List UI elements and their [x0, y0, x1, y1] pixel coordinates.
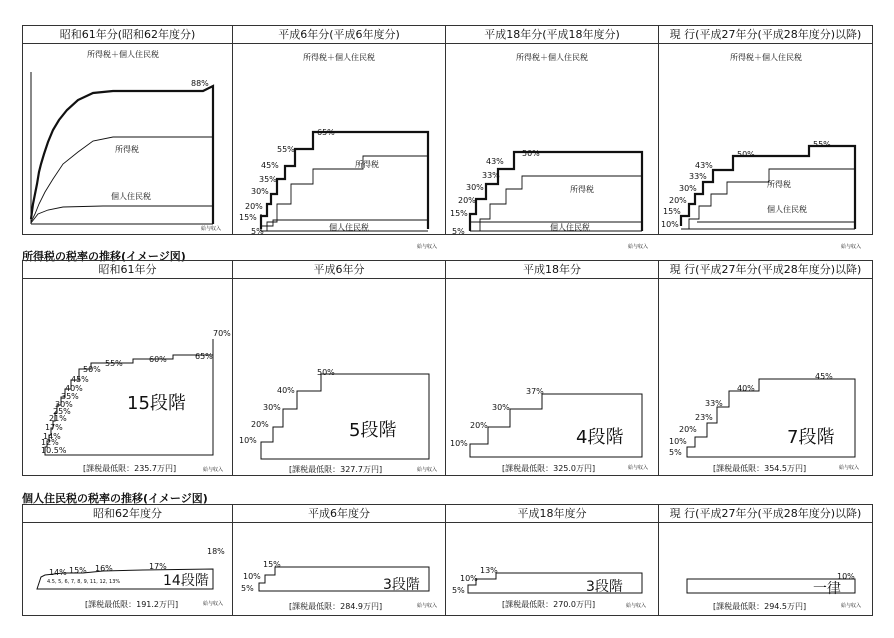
- combined-chart-h6: [233, 44, 446, 250]
- header-h6: 平成6年度分: [233, 505, 446, 523]
- rate-label: 30%: [679, 184, 697, 193]
- rate-label: 20%: [470, 421, 488, 430]
- rate-label: 15%: [239, 213, 257, 222]
- stage-count: 3段階: [383, 577, 420, 593]
- rate-label: 55%: [277, 145, 295, 154]
- combined-chart-s61: [23, 44, 233, 235]
- rate-label: 16%: [95, 564, 113, 573]
- rate-label: 55%: [813, 140, 831, 149]
- rate-label: 35%: [259, 175, 277, 184]
- rate-label: 5%: [251, 227, 264, 236]
- resident-tax-label: 個人住民税: [111, 192, 151, 201]
- rate-label: 33%: [705, 399, 723, 408]
- combined-chart-h18: [446, 44, 659, 250]
- income-tax-line: [681, 169, 855, 229]
- small-rates-label: 4.5, 5, 6, 7, 8, 9, 11, 12, 13%: [47, 579, 121, 585]
- rate-label: 30%: [55, 400, 73, 409]
- rate-label: 10%: [239, 436, 257, 445]
- rate-label: 43%: [695, 161, 713, 170]
- axis-label: 給与収入: [417, 603, 438, 609]
- header-s61: 昭和61年分(昭和62年度分): [23, 26, 233, 44]
- rate-label: 12%: [41, 438, 59, 447]
- rate-label: 18%: [207, 547, 225, 556]
- header-current: 現 行(平成27年分(平成28年度分)以降): [659, 261, 873, 279]
- rate-label: 5%: [452, 227, 465, 236]
- rate-label: 10%: [450, 439, 468, 448]
- combined-label: 所得税＋個人住民税: [87, 50, 159, 59]
- income-tax-label: 所得税: [767, 180, 791, 189]
- axis-label: 給与収入: [841, 244, 862, 250]
- rate-label: 33%: [689, 172, 707, 181]
- combined-label: 所得税＋個人住民税: [303, 53, 375, 62]
- rate-label: 15%: [263, 560, 281, 569]
- axis-label: 給与収入: [201, 226, 222, 232]
- resident-tax-section-title: 個人住民税の税率の推移(イメージ図): [22, 492, 208, 505]
- rate-label: 25%: [53, 407, 71, 416]
- rate-label: 15%: [450, 209, 468, 218]
- rate-label: 40%: [65, 384, 83, 393]
- rate-label: 70%: [213, 329, 231, 338]
- rate-label: 10%: [243, 572, 261, 581]
- taxable-minimum-label: [課税最低限：284.9万円]: [289, 602, 383, 611]
- income-tax-label: 所得税: [570, 185, 594, 194]
- resident-tax-chart-h6: [233, 523, 446, 616]
- rate-label: 14%: [49, 568, 67, 577]
- rate-label: 23%: [695, 413, 713, 422]
- rate-label: 14%: [43, 432, 61, 441]
- taxable-minimum-label: [課税最低限：235.7万円]: [83, 464, 177, 473]
- rate-label: 10%: [661, 220, 679, 229]
- taxable-minimum-label: [課税最低限：191.2万円]: [85, 600, 179, 609]
- rate-label: 45%: [71, 375, 89, 384]
- header-h18: 平成18年度分: [446, 505, 659, 523]
- rate-label: 21%: [49, 414, 67, 423]
- rate-label: 50%: [83, 365, 101, 374]
- axis-label: 給与収入: [417, 244, 438, 250]
- rate-label: 45%: [261, 161, 279, 170]
- rate-label: 55%: [105, 359, 123, 368]
- rate-label: 20%: [245, 202, 263, 211]
- header-current: 現 行(平成27年分(平成28年度分)以降): [659, 26, 873, 44]
- income-tax-label: 所得税: [115, 145, 139, 154]
- stage-count: 4段階: [576, 427, 624, 448]
- rate-label: 15%: [69, 566, 87, 575]
- rate-label: 10%: [669, 437, 687, 446]
- rate-label: 10%: [460, 574, 478, 583]
- rate-label: 17%: [45, 423, 63, 432]
- rate-label: 20%: [458, 196, 476, 205]
- axis-label: 給与収入: [417, 467, 438, 473]
- rate-label: 20%: [251, 420, 269, 429]
- taxable-minimum-label: [課税最低限：294.5万円]: [713, 602, 807, 611]
- stage-count: 3段階: [586, 579, 623, 595]
- resident-tax-chart-current: [659, 523, 873, 616]
- axis-label: 給与収入: [628, 244, 649, 250]
- combined-label: 所得税＋個人住民税: [516, 53, 588, 62]
- stage-count: 一律: [813, 581, 841, 597]
- rate-label: 50%: [737, 150, 755, 159]
- rate-label: 37%: [526, 387, 544, 396]
- taxable-minimum-label: [課税最低限：325.0万円]: [502, 464, 596, 473]
- combined-label: 所得税＋個人住民税: [730, 53, 802, 62]
- rate-label: 88%: [191, 79, 209, 88]
- rate-label: 30%: [466, 183, 484, 192]
- taxable-minimum-label: [課税最低限：354.5万円]: [713, 464, 807, 473]
- stage-count: 5段階: [349, 420, 397, 441]
- header-h6: 平成6年分: [233, 261, 446, 279]
- header-s61: 昭和61年分: [23, 261, 233, 279]
- rate-label: 17%: [149, 562, 167, 571]
- header-s62: 昭和62年度分: [23, 505, 233, 523]
- taxable-minimum-label: [課税最低限：270.0万円]: [502, 600, 596, 609]
- rate-label: 5%: [452, 586, 465, 595]
- axis-label: 給与収入: [203, 467, 224, 473]
- resident-tax-label: 個人住民税: [329, 223, 369, 232]
- resident-tax-label: 個人住民税: [550, 223, 590, 232]
- header-h18: 平成18年分: [446, 261, 659, 279]
- rate-label: 13%: [480, 566, 498, 575]
- income-tax-section-title: 所得税の税率の推移(イメージ図): [22, 250, 186, 263]
- stage-count: 14段階: [163, 573, 209, 589]
- income-tax-table: [22, 260, 873, 476]
- resident-tax-label: 個人住民税: [767, 205, 807, 214]
- axis-label: 給与収入: [203, 601, 224, 607]
- income-tax-chart-h6: [233, 279, 446, 476]
- rate-label: 15%: [663, 207, 681, 216]
- stage-count: 7段階: [787, 427, 835, 448]
- resident-tax-table: [22, 504, 873, 616]
- axis-label: 給与収入: [628, 465, 649, 471]
- combined-chart-current: [659, 44, 873, 250]
- header-current: 現 行(平成27年分(平成28年度分)以降): [659, 505, 873, 523]
- rate-label: 50%: [522, 149, 540, 158]
- rate-label: 45%: [815, 372, 833, 381]
- combined-tax-table: [22, 25, 873, 250]
- header-h18: 平成18年分(平成18年度分): [446, 26, 659, 44]
- resident-tax-chart-h18: [446, 523, 659, 616]
- rate-label: 40%: [277, 386, 295, 395]
- axis-label: 給与収入: [626, 603, 647, 609]
- rate-label: 20%: [679, 425, 697, 434]
- income-tax-label: 所得税: [355, 160, 379, 169]
- rate-label: 65%: [195, 352, 213, 361]
- rate-label: 43%: [486, 157, 504, 166]
- rate-label: 5%: [241, 584, 254, 593]
- resident-tax-line: [31, 206, 213, 223]
- rate-label: 65%: [317, 128, 335, 137]
- rate-label: 60%: [149, 355, 167, 364]
- income-tax-chart-current: [659, 279, 873, 476]
- rate-label: 30%: [251, 187, 269, 196]
- rate-label: 33%: [482, 171, 500, 180]
- axis-label: 給与収入: [839, 465, 860, 471]
- taxable-minimum-label: [課税最低限：327.7万円]: [289, 465, 383, 474]
- axis-label: 給与収入: [841, 603, 862, 609]
- rate-label: 20%: [669, 196, 687, 205]
- rate-label: 10%: [837, 572, 855, 581]
- rate-label: 50%: [317, 368, 335, 377]
- rate-label: 40%: [737, 384, 755, 393]
- income-tax-chart-h18: [446, 279, 659, 476]
- rate-label: 10.5%: [41, 446, 67, 455]
- rate-label: 5%: [669, 448, 682, 457]
- stage-count: 15段階: [127, 393, 186, 414]
- income-tax-chart-s61: [23, 279, 233, 476]
- header-h6: 平成6年分(平成6年度分): [233, 26, 446, 44]
- resident-tax-chart-s62: [23, 523, 233, 616]
- rate-label: 30%: [263, 403, 281, 412]
- combined-tax-line: [31, 86, 213, 224]
- rate-label: 35%: [61, 392, 79, 401]
- rate-label: 30%: [492, 403, 510, 412]
